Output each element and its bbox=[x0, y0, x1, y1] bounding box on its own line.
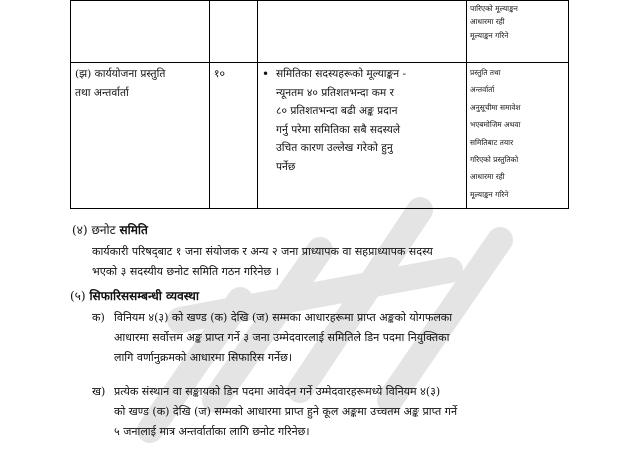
description-line: ८० प्रतिशतभन्दा बढी अङ्क प्रदान bbox=[276, 105, 398, 118]
section-number: (५) bbox=[70, 289, 86, 303]
remark-line: प्रस्तुति तथा bbox=[470, 68, 501, 77]
item-line: आधारमा सर्वोत्तम अङ्क प्राप्त गर्ने ३ जना उम्मेदवारलाई समितिले डिन पदमा नियुक्तिका bbox=[114, 331, 450, 344]
table-cell-empty bbox=[210, 1, 258, 63]
section-title: सिफारिससम्बन्धी व्यवस्था bbox=[89, 289, 199, 303]
label-line: तथा अन्तर्वार्ता bbox=[75, 86, 129, 99]
remark-line: अनुसूचीमा समावेश bbox=[470, 102, 521, 112]
remark-line: गरिएको प्रस्तुतिको bbox=[470, 155, 519, 165]
remark-line: आधारमा रही bbox=[470, 172, 505, 182]
section-4-heading bbox=[72, 222, 148, 238]
remark-line: मूल्याङ्कन गरिने bbox=[470, 189, 509, 199]
remark-line: अन्तर्वार्ता bbox=[470, 85, 495, 95]
list-marker: क) bbox=[92, 311, 105, 324]
description-line: समितिका सदस्यहरूको मूल्याङ्कन - bbox=[276, 68, 407, 80]
table-cell-empty bbox=[71, 1, 210, 63]
item-line: प्रत्येक संस्थान वा सङ्कायको डिन पदमा आवेदन गर्ने उम्मेदवारहरूमध्ये विनियम ४(३) bbox=[114, 385, 441, 398]
evaluation-table bbox=[70, 0, 569, 209]
table-cell-description bbox=[258, 63, 467, 209]
table-row-top bbox=[71, 1, 569, 63]
body-line: भएको ३ सदस्यीय छनोट समिति गठन गरिनेछ । bbox=[92, 265, 279, 278]
description-line: न्यूनतम ४० प्रतिशतभन्दा कम र bbox=[276, 86, 394, 99]
remark-line: आधारमा रही bbox=[470, 17, 505, 27]
table-row-jha bbox=[71, 63, 569, 209]
table-cell-remark bbox=[467, 1, 569, 63]
list-marker: ख) bbox=[92, 385, 106, 398]
remark-line: मूल्याङ्कन गरिने bbox=[470, 30, 509, 40]
section-title-plain: छनोट bbox=[91, 223, 116, 237]
remark-line: समितिबाट तयार bbox=[470, 137, 514, 147]
bullet-icon: • bbox=[262, 67, 270, 81]
table-cell-remark bbox=[467, 63, 569, 209]
body-line: कार्यकारी परिषद्‌बाट १ जना संयोजक र अन्य २ जना प्राध्यापक वा सहप्राध्यापक सदस्य bbox=[92, 245, 433, 258]
section-5-item-kha bbox=[92, 382, 568, 442]
table-cell-marks bbox=[210, 63, 258, 209]
marks-value: १० bbox=[214, 68, 226, 80]
section-5-item-ka bbox=[92, 308, 568, 368]
table-cell-label bbox=[71, 63, 210, 209]
label-line: (झ) कार्ययोजना प्रस्तुति bbox=[75, 68, 166, 80]
remark-line: पारिएको मूल्याङ्कन bbox=[470, 4, 518, 13]
description-line: पर्नेछ bbox=[276, 160, 296, 173]
section-title-bold: समिति bbox=[119, 223, 148, 237]
table-cell-empty bbox=[258, 1, 467, 63]
item-line: को खण्ड (क) देखि (ज) सम्मको आधारमा प्राप्त हुने कूल अङ्कमा उच्चतम अङ्क प्राप्त गर्ने bbox=[114, 405, 458, 418]
item-line: ५ जनालाई मात्र अन्तर्वार्ताका लागि छनोट गरिनेछ। bbox=[114, 425, 310, 438]
description-line: उचित कारण उल्लेख गरेको हुनु bbox=[276, 142, 393, 155]
item-line: लागि वर्णानुक्रमको आधारमा सिफारिस गर्नेछ। bbox=[114, 351, 293, 364]
section-5-heading bbox=[70, 288, 199, 304]
section-number: (४) bbox=[72, 223, 88, 237]
item-line: विनियम ४(३) को खण्ड (क) देखि (ज) सम्मका आधारहरूमा प्राप्त अङ्कको योगफलका bbox=[114, 311, 453, 324]
section-4-body bbox=[92, 242, 568, 282]
remark-line: भएबमोजिम अथवा bbox=[470, 120, 521, 130]
description-line: गर्नु परेमा समितिका सबै सदस्यले bbox=[276, 123, 401, 136]
